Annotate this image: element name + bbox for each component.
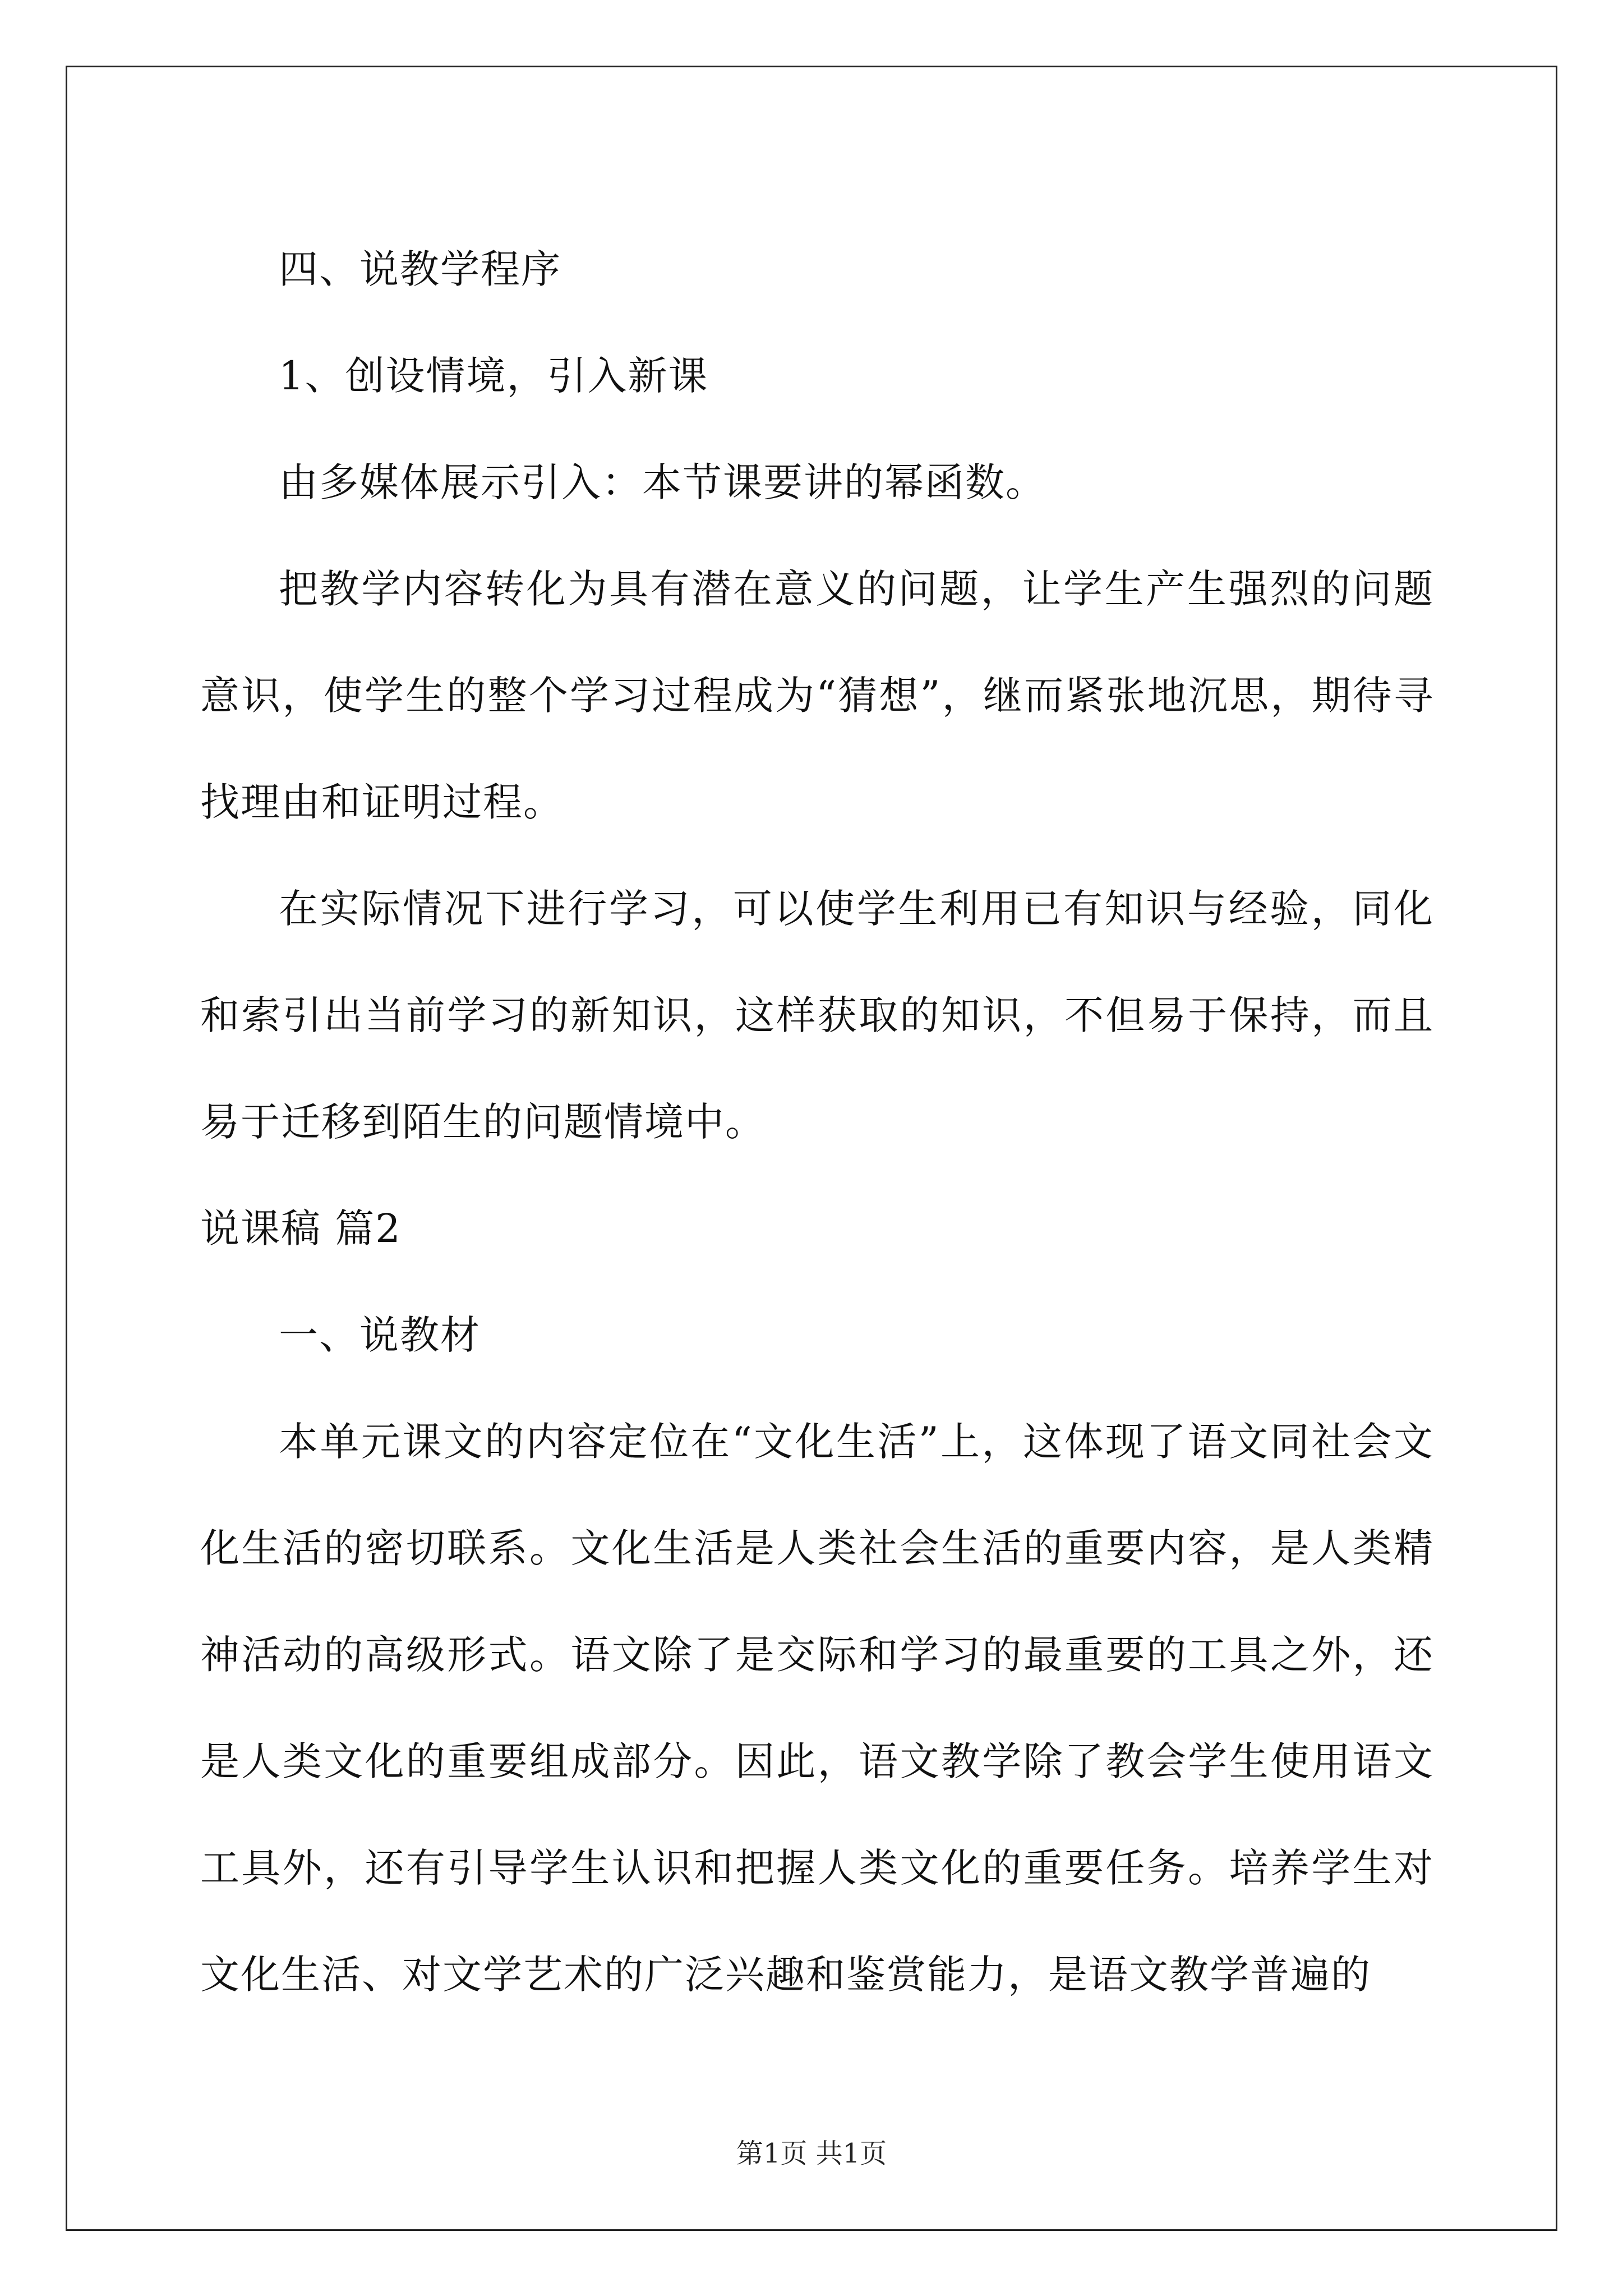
page-footer: 第1页 共1页 bbox=[736, 2138, 887, 2169]
section-heading-teaching-procedure: 四、说教学程序 bbox=[279, 246, 561, 292]
section-heading-textbook: 一、说教材 bbox=[279, 1312, 481, 1358]
paragraph-real-situation-learning: 在实际情况下进行学习，可以使学生利用已有知识与经验，同化和索引出当前学习的新知识，这样获取的知识，不但易于保持，而且易于迁移到陌生的问题情境中。 bbox=[200, 886, 1434, 1145]
paragraph-problem-conversion: 把教学内容转化为具有潜在意义的问题，让学生产生强烈的问题意识，使学生的整个学习过程成为“猜想”，继而紧张地沉思，期待寻找理由和证明过程。 bbox=[200, 566, 1434, 825]
document-body bbox=[200, 216, 1434, 2028]
paragraph-multimedia-intro: 由多媒体展示引入：本节课要讲的幂函数。 bbox=[279, 459, 1046, 505]
paragraph-unit-content: 本单元课文的内容定位在“文化生活”上，这体现了语文同社会文化生活的密切联系。文化生活是人类社会生活的重要内容，是人类精神活动的高级形式。语文除了是交际和学习的最重要的工具之外，还是人类文化的重要组成部分。因此，语文教学除了教会学生使用语文工具外，还有引导学生认识和把握人类文化的重要任务。培养学生对文化生活、对文学艺术的广泛兴趣和鉴赏能力，是语文教学普遍的 bbox=[200, 1419, 1434, 1998]
subheading-create-situation: 1、创设情境，引入新课 bbox=[279, 353, 709, 399]
article-title-part-2: 说课稿 篇2 bbox=[200, 1205, 402, 1251]
